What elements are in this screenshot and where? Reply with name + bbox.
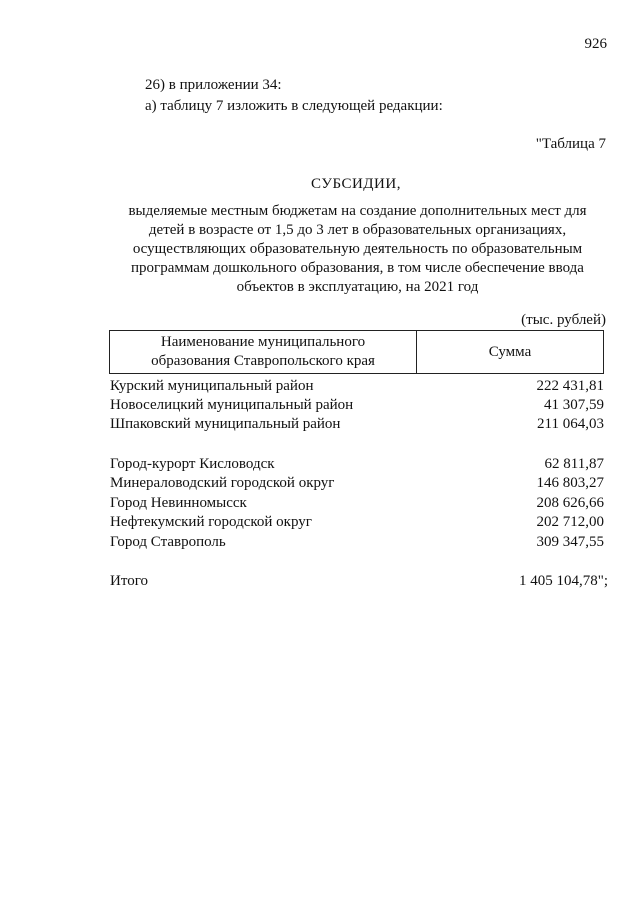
table-row: [110, 456, 604, 476]
header-name-cell: [110, 331, 417, 373]
row-name: Нефтекумский городской округ: [110, 514, 312, 530]
total-value: 1 405 104,78";: [518, 573, 608, 589]
row-value: 211 064,03: [537, 416, 604, 432]
row-name: Город-курорт Кисловодск: [110, 456, 275, 472]
row-value: 41 307,59: [544, 397, 604, 413]
table-row: [110, 495, 604, 515]
table-row: [110, 534, 604, 554]
heading-title: СУБСИДИИ,: [311, 176, 401, 192]
table-row: [110, 397, 604, 417]
total-label: Итого: [110, 573, 148, 589]
row-name: Минераловодский городской округ: [110, 475, 335, 491]
table-total-row: [110, 573, 608, 593]
table-row: [110, 475, 604, 495]
heading-subtitle-line: детей в возрасте от 1,5 до 3 лет в образовательных организациях,: [148, 222, 567, 238]
heading-subtitle-line: осуществляющих образовательную деятельность по образовательным: [132, 241, 583, 257]
heading-subtitle-line: объектов в эксплуатацию, на 2021 год: [236, 279, 479, 295]
table-row: [110, 416, 604, 436]
units-label: (тыс. рублей): [521, 312, 606, 328]
page-number: 926: [584, 36, 607, 52]
row-name: Город Ставрополь: [110, 534, 226, 550]
row-name: Новоселицкий муниципальный район: [110, 397, 354, 413]
intro-line-2: а) таблицу 7 изложить в следующей редакции:: [145, 98, 443, 114]
row-value: 222 431,81: [536, 378, 604, 394]
table-row: [110, 514, 604, 534]
header-sum-cell: Сумма: [488, 343, 532, 360]
header-name-line: Наименование муниципального: [160, 334, 366, 350]
row-value: 146 803,27: [536, 475, 604, 491]
table-header: [109, 330, 604, 374]
row-value: 208 626,66: [536, 495, 604, 511]
row-name: Шпаковский муниципальный район: [110, 416, 341, 432]
row-value: 62 811,87: [544, 456, 604, 472]
heading-subtitle-line: программам дошкольного образования, в том числе обеспечение ввода: [131, 260, 584, 276]
table-row: [110, 378, 604, 398]
row-name: Город Невинномысск: [110, 495, 247, 511]
row-name: Курский муниципальный район: [110, 378, 314, 394]
row-value: 202 712,00: [536, 514, 604, 530]
row-value: 309 347,55: [536, 534, 604, 550]
heading-subtitle-line: выделяемые местным бюджетам на создание дополнительных мест для: [128, 203, 587, 219]
intro-line-1: 26) в приложении 34:: [145, 77, 282, 93]
header-name-line: образования Ставропольского края: [151, 353, 375, 369]
table-label: "Таблица 7: [535, 136, 606, 152]
